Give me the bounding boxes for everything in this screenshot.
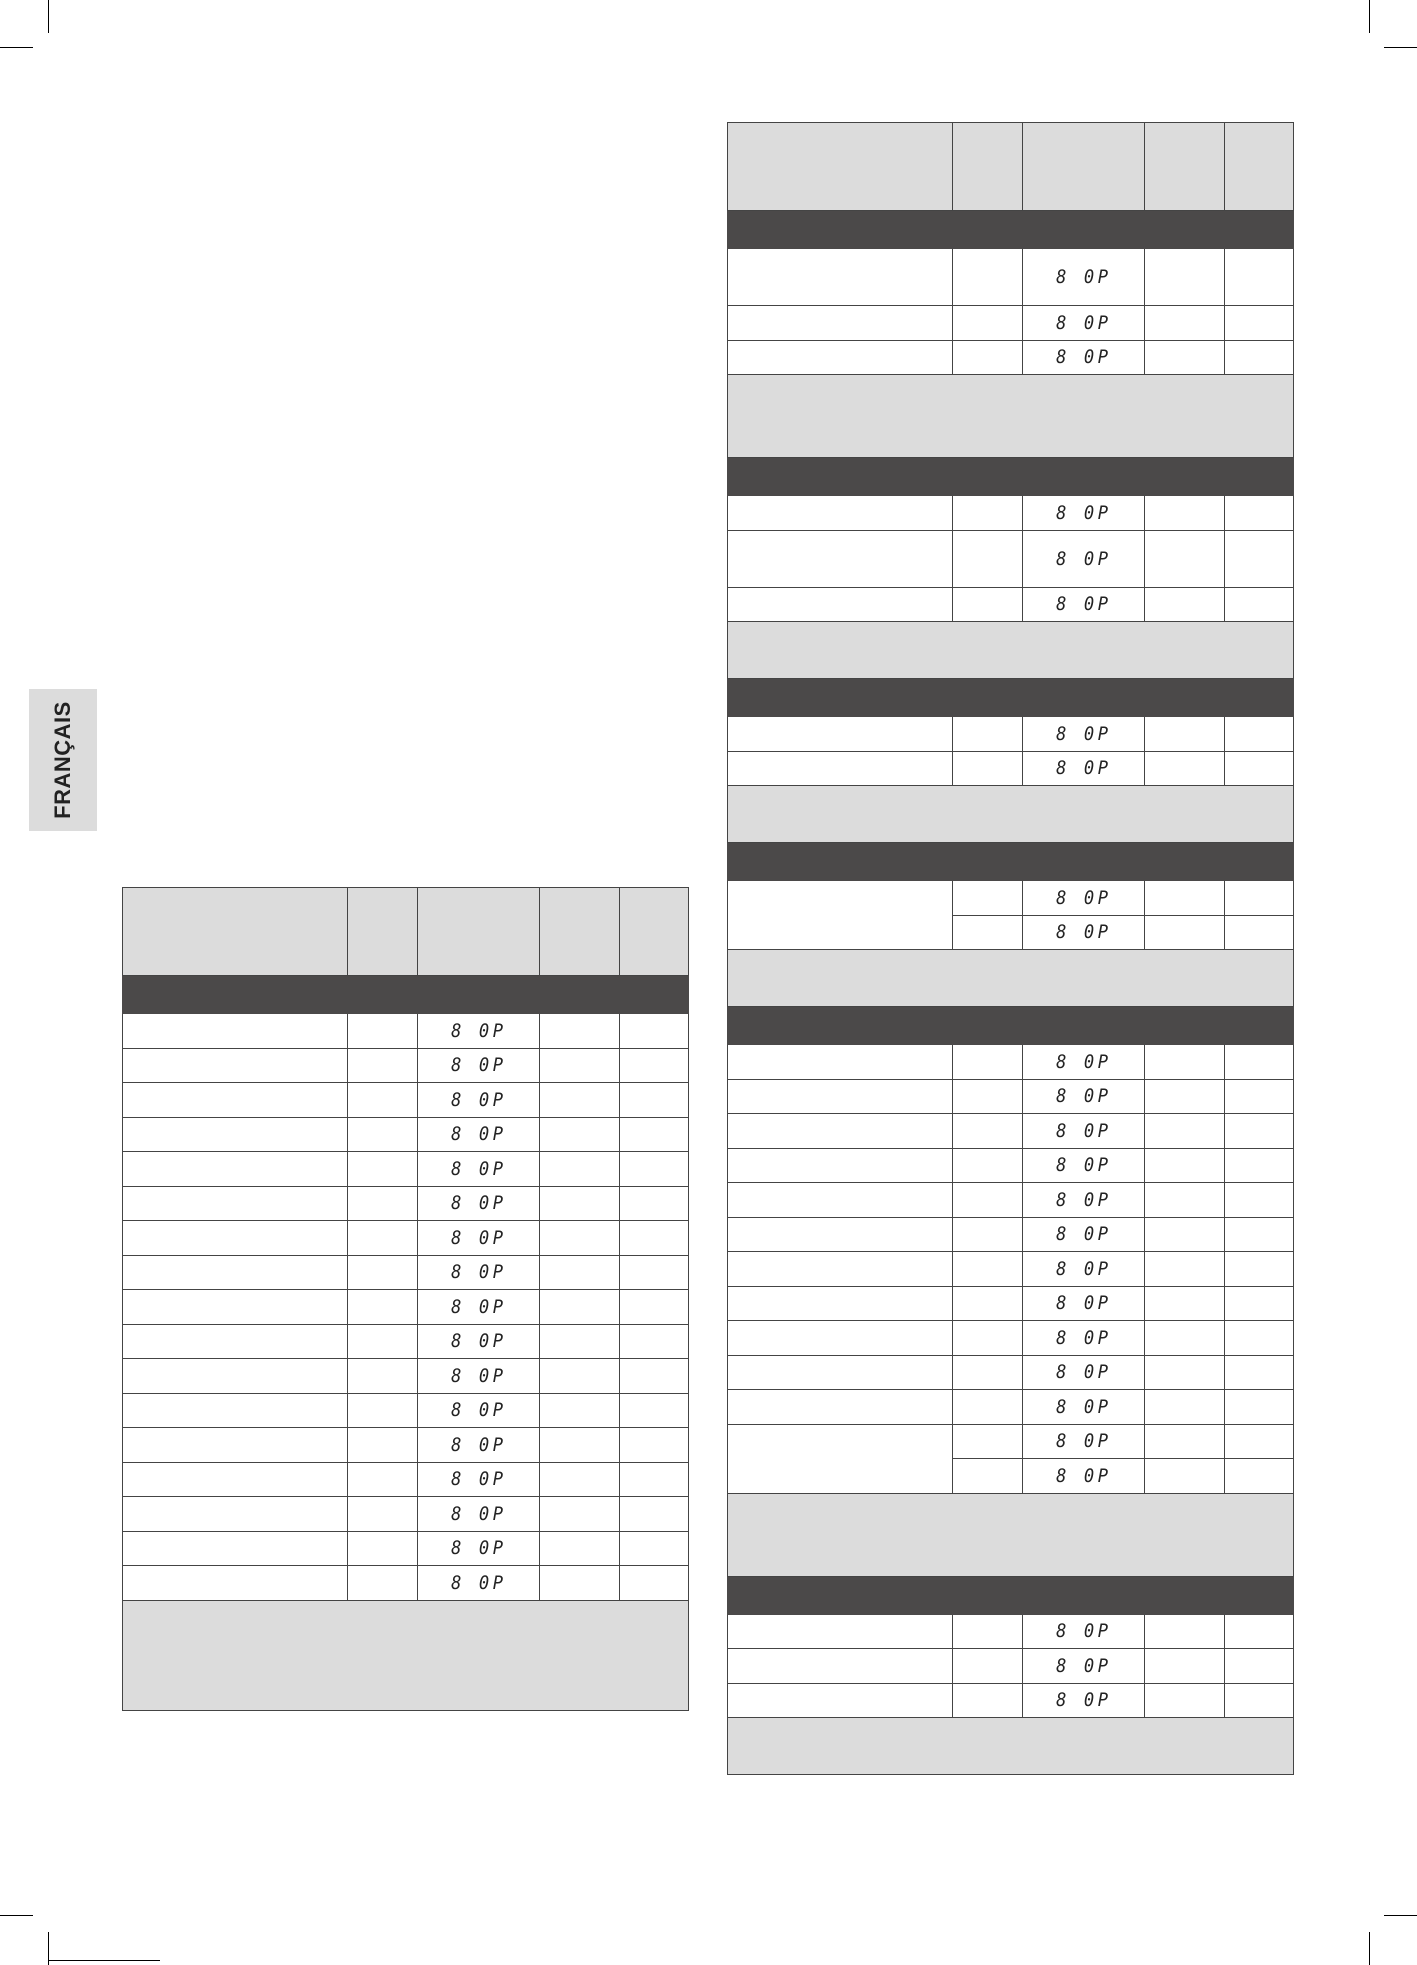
table-row bbox=[123, 1186, 689, 1221]
display-readout: 8 0P bbox=[1055, 1689, 1112, 1712]
table-row bbox=[728, 340, 1294, 375]
display-readout: 8 0P bbox=[450, 1088, 507, 1111]
display-readout: 8 0P bbox=[1055, 1654, 1112, 1677]
display-readout: 8 0P bbox=[1055, 921, 1112, 944]
table-row bbox=[123, 1117, 689, 1152]
display-readout: 8 0P bbox=[1055, 886, 1112, 909]
crop-mark-bottom-right-vertical bbox=[1369, 1932, 1370, 1965]
table-row bbox=[728, 1390, 1294, 1425]
table-row bbox=[123, 1152, 689, 1187]
table-row bbox=[728, 1355, 1294, 1390]
note-row bbox=[728, 786, 1294, 843]
table-row bbox=[728, 1683, 1294, 1718]
table-row bbox=[728, 496, 1294, 531]
header-cell bbox=[620, 888, 689, 976]
display-readout: 8 0P bbox=[1055, 1085, 1112, 1108]
crop-mark-top-left-horizontal bbox=[0, 47, 33, 48]
language-side-tab bbox=[29, 689, 97, 831]
table-row bbox=[728, 1217, 1294, 1252]
table-row bbox=[728, 306, 1294, 341]
display-readout: 8 0P bbox=[1055, 1154, 1112, 1177]
display-readout: 8 0P bbox=[450, 1054, 507, 1077]
note-row bbox=[123, 1600, 689, 1710]
display-readout: 8 0P bbox=[450, 1399, 507, 1422]
display-readout: 8 0P bbox=[1055, 1119, 1112, 1142]
display-readout: 8 0P bbox=[450, 1330, 507, 1353]
program-table-right bbox=[727, 122, 1294, 1775]
table-row bbox=[123, 1359, 689, 1394]
table-row bbox=[123, 1221, 689, 1256]
table-row bbox=[123, 1083, 689, 1118]
display-readout: 8 0P bbox=[1055, 1292, 1112, 1315]
section-band bbox=[728, 1007, 1294, 1045]
section-band bbox=[728, 211, 1294, 249]
display-readout: 8 0P bbox=[1055, 1361, 1112, 1384]
table-row bbox=[728, 1183, 1294, 1218]
note-row bbox=[728, 1493, 1294, 1576]
display-readout: 8 0P bbox=[450, 1433, 507, 1456]
display-readout: 8 0P bbox=[1055, 1326, 1112, 1349]
table-row bbox=[123, 1324, 689, 1359]
table-row bbox=[728, 1424, 1294, 1459]
display-readout: 8 0P bbox=[1055, 593, 1112, 616]
note-row bbox=[728, 375, 1294, 458]
display-readout: 8 0P bbox=[1055, 311, 1112, 334]
note-row bbox=[728, 950, 1294, 1007]
table-row bbox=[123, 1048, 689, 1083]
section-band bbox=[728, 843, 1294, 881]
display-readout: 8 0P bbox=[450, 1123, 507, 1146]
header-cell bbox=[123, 888, 348, 976]
table-row bbox=[728, 1286, 1294, 1321]
display-readout: 8 0P bbox=[450, 1157, 507, 1180]
table-row bbox=[123, 1290, 689, 1325]
header-cell bbox=[1225, 123, 1294, 211]
display-readout: 8 0P bbox=[1055, 1620, 1112, 1643]
header-cell bbox=[540, 888, 620, 976]
table-row bbox=[728, 587, 1294, 622]
display-readout: 8 0P bbox=[1055, 1223, 1112, 1246]
table-row bbox=[728, 1252, 1294, 1287]
header-cell bbox=[1145, 123, 1225, 211]
display-readout: 8 0P bbox=[1055, 1395, 1112, 1418]
note-row bbox=[728, 1718, 1294, 1775]
display-readout: 8 0P bbox=[450, 1226, 507, 1249]
display-readout: 8 0P bbox=[450, 1295, 507, 1318]
display-readout: 8 0P bbox=[1055, 1188, 1112, 1211]
table-row bbox=[728, 881, 1294, 916]
table-row bbox=[123, 1014, 689, 1049]
display-readout: 8 0P bbox=[1055, 722, 1112, 745]
table-row bbox=[728, 1148, 1294, 1183]
table-row bbox=[123, 1255, 689, 1290]
header-cell bbox=[348, 888, 418, 976]
table-row bbox=[123, 1566, 689, 1601]
display-readout: 8 0P bbox=[1055, 1464, 1112, 1487]
crop-mark-top-left-vertical bbox=[48, 0, 49, 33]
display-readout: 8 0P bbox=[450, 1537, 507, 1560]
crop-mark-top-right-horizontal bbox=[1384, 47, 1417, 48]
table-row bbox=[728, 530, 1294, 587]
display-readout: 8 0P bbox=[450, 1468, 507, 1491]
table-row bbox=[123, 1531, 689, 1566]
crop-mark-bottom-left-horizontal bbox=[0, 1915, 33, 1916]
display-readout: 8 0P bbox=[1055, 501, 1112, 524]
table-row bbox=[728, 1114, 1294, 1149]
header-cell bbox=[728, 123, 953, 211]
table-row bbox=[728, 1614, 1294, 1649]
display-readout: 8 0P bbox=[1055, 1257, 1112, 1280]
display-readout: 8 0P bbox=[450, 1261, 507, 1284]
header-cell bbox=[418, 888, 540, 976]
display-readout: 8 0P bbox=[450, 1364, 507, 1387]
section-band bbox=[728, 679, 1294, 717]
display-readout: 8 0P bbox=[450, 1192, 507, 1215]
table-header bbox=[123, 888, 689, 976]
table-row bbox=[728, 249, 1294, 306]
table-header bbox=[728, 123, 1294, 211]
display-readout: 8 0P bbox=[1055, 266, 1112, 288]
display-readout: 8 0P bbox=[1055, 547, 1112, 570]
table-row bbox=[728, 1079, 1294, 1114]
section-band bbox=[728, 1576, 1294, 1614]
display-readout: 8 0P bbox=[1055, 1050, 1112, 1073]
table-row bbox=[123, 1393, 689, 1428]
display-readout: 8 0P bbox=[1055, 757, 1112, 780]
program-table-left bbox=[122, 887, 689, 1711]
display-readout: 8 0P bbox=[450, 1502, 507, 1525]
table-row bbox=[728, 717, 1294, 752]
table-row bbox=[728, 1321, 1294, 1356]
display-readout: 8 0P bbox=[1055, 1430, 1112, 1453]
table-row bbox=[123, 1462, 689, 1497]
display-readout: 8 0P bbox=[1055, 346, 1112, 369]
crop-mark-top-right-vertical bbox=[1369, 0, 1370, 33]
note-row bbox=[728, 622, 1294, 679]
crop-mark-bottom-right-horizontal bbox=[1384, 1915, 1417, 1916]
table-row bbox=[728, 1045, 1294, 1080]
table-row bbox=[123, 1497, 689, 1532]
section-band bbox=[728, 458, 1294, 496]
display-readout: 8 0P bbox=[450, 1019, 507, 1042]
section-band bbox=[123, 976, 689, 1014]
header-cell bbox=[953, 123, 1023, 211]
bottom-rule bbox=[48, 1960, 160, 1961]
table-row bbox=[728, 1649, 1294, 1684]
language-label: FRANÇAIS bbox=[50, 701, 75, 819]
table-row bbox=[728, 751, 1294, 786]
table-row bbox=[123, 1428, 689, 1463]
display-readout: 8 0P bbox=[450, 1571, 507, 1594]
header-cell bbox=[1023, 123, 1145, 211]
